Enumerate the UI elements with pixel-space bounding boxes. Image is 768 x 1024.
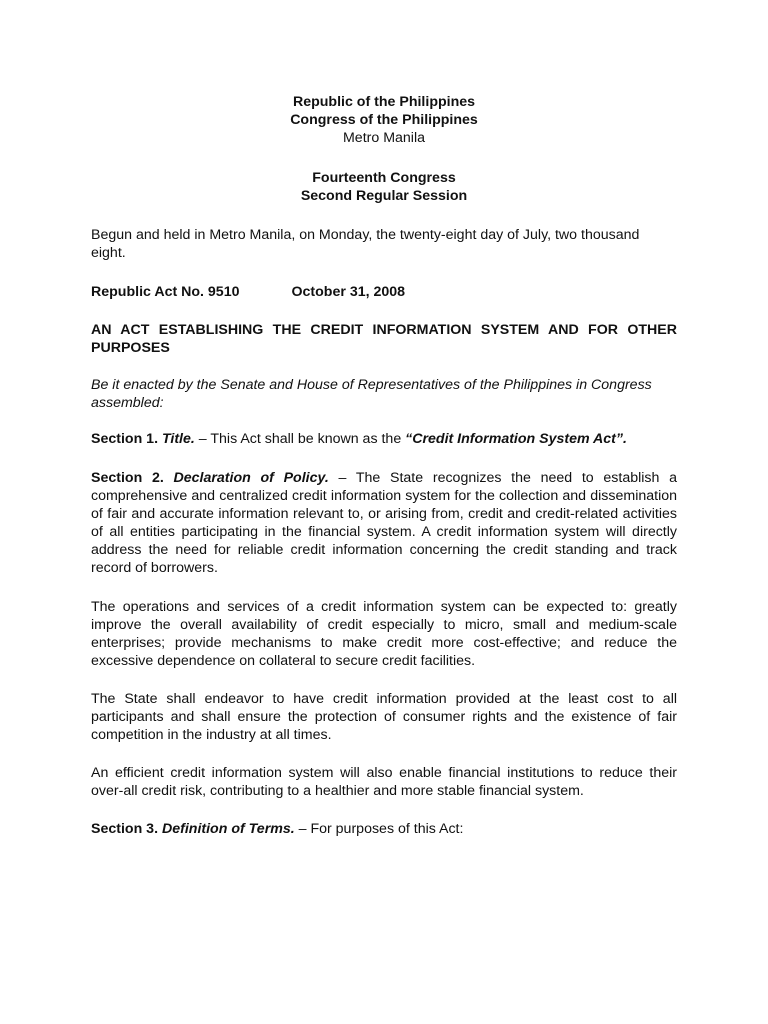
header-location: Metro Manila [342,130,425,146]
section-1-heading: Title. [161,431,195,447]
section-3-heading: Definition of Terms. [161,821,295,837]
section-3 [91,820,677,838]
section-2 [91,469,677,577]
begun-statement: Begun and held in Metro Manila, on Monday, the twenty-eight day of July, two thousand eight. [91,227,640,261]
section-2-text: – The State recognizes the need to establish a comprehensive and centralized credit information system for the collection and dissemination of fair and accurate information relevant to, or arising from, credit and credit-related activities of all entities participating in the financial system. A credit information system will directly address the need for reliable credit information concerning the credit standing and track record of borrowers. [91,470,677,576]
document-page [91,93,677,838]
section-3-label: Section 3. [91,821,159,837]
act-title: AN ACT ESTABLISHING THE CREDIT INFORMATION SYSTEM AND FOR OTHER PURPOSES [91,322,677,356]
act-date: October 31, 2008 [291,284,406,300]
section-2-label: Section 2. [91,470,164,486]
section-1-label: Section 1. [91,431,159,447]
section-1 [91,430,677,448]
enacting-clause: Be it enacted by the Senate and House of Representatives of the Philippines in Congress assembled: [91,377,652,411]
paragraph-efficient-system: An efficient credit information system will also enable financial institutions to reduce their over-all credit risk, contributing to a healthier and more stable financial system. [91,765,677,799]
section-1-text: – This Act shall be known as the [194,431,406,447]
session-header [91,169,677,205]
section-1-short-title: “Credit Information System Act”. [405,431,627,447]
section-3-text: – For purposes of this Act: [294,821,464,837]
header-congress: Congress of the Philippines [290,112,478,128]
paragraph-state-endeavor: The State shall endeavor to have credit information provided at the least cost to all participants and shall ensure the protection of consumer rights and the existence of fair competition in the industry at all times. [91,691,677,743]
session-regular: Second Regular Session [300,188,468,204]
section-2-heading: Declaration of Policy. [173,470,329,486]
header-republic: Republic of the Philippines [292,94,476,110]
act-number: Republic Act No. 9510 [91,284,240,300]
paragraph-operations: The operations and services of a credit information system can be expected to: greatly improve the overall availability of credit especially to micro, small and medium-scale enterprises; provide mechanisms to make credit more cost-effective; and reduce the excessive dependence on collateral to secure credit facilities. [91,599,677,669]
document-header [91,93,677,147]
session-congress: Fourteenth Congress [312,170,456,186]
act-number-line [91,283,677,301]
